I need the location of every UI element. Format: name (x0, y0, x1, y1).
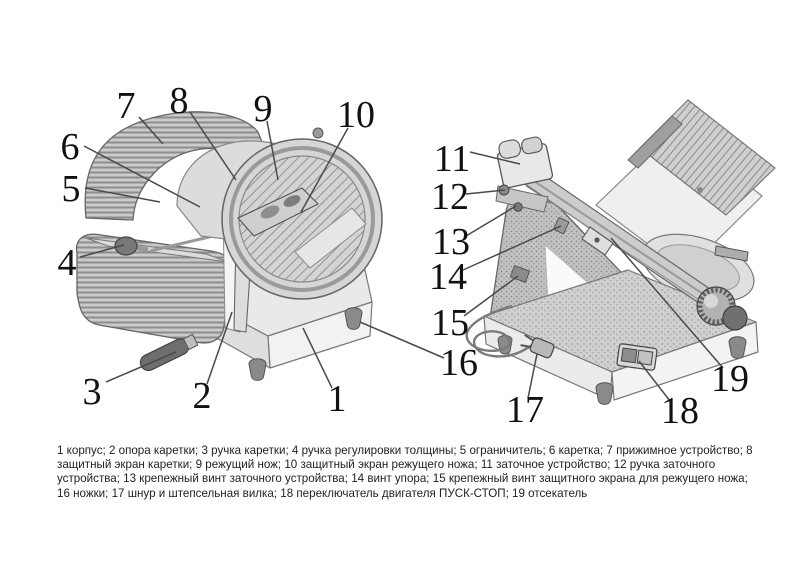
sharpener (495, 133, 553, 212)
carriage-handle (138, 333, 199, 374)
callout-18: 18 (661, 390, 699, 432)
callout-7: 7 (116, 85, 136, 127)
callout-15: 15 (431, 302, 469, 344)
callout-8: 8 (169, 80, 189, 122)
callout-9: 9 (253, 88, 273, 130)
callout-4: 4 (57, 242, 77, 284)
callout-11: 11 (433, 138, 471, 180)
callout-12: 12 (431, 176, 469, 218)
callout-19: 19 (711, 358, 749, 400)
callout-2: 2 (192, 375, 212, 417)
callout-6: 6 (60, 126, 80, 168)
power-switch (617, 343, 658, 370)
parts-legend: 1 корпус; 2 опора каретки; 3 ручка каретки; 4 ручка регулировки толщины; 5 ограничитель; 6 каретка; 7 прижимное устройство; 8 защитный экран каретки; 9 режущий нож; 10 защитный экран режущего ножа; 11 заточное устройство; 12 ручка заточного устройства; 13 крепежный винт заточного устройства; 14 винт упора; 15 крепежный винт защитного экрана для режущего ножа; 16 ножки; 17 шнур и штепсельная вилка; 18 переключатель двигателя ПУСК-СТОП; 19 отсекатель (57, 444, 753, 500)
callout-13: 13 (432, 221, 470, 263)
callout-5: 5 (61, 168, 81, 210)
callout-10: 10 (337, 94, 375, 136)
callout-1: 1 (327, 378, 347, 420)
callout-3: 3 (82, 371, 102, 413)
callout-14: 14 (429, 256, 467, 298)
callout-17: 17 (506, 389, 544, 431)
callout-16: 16 (440, 342, 478, 384)
